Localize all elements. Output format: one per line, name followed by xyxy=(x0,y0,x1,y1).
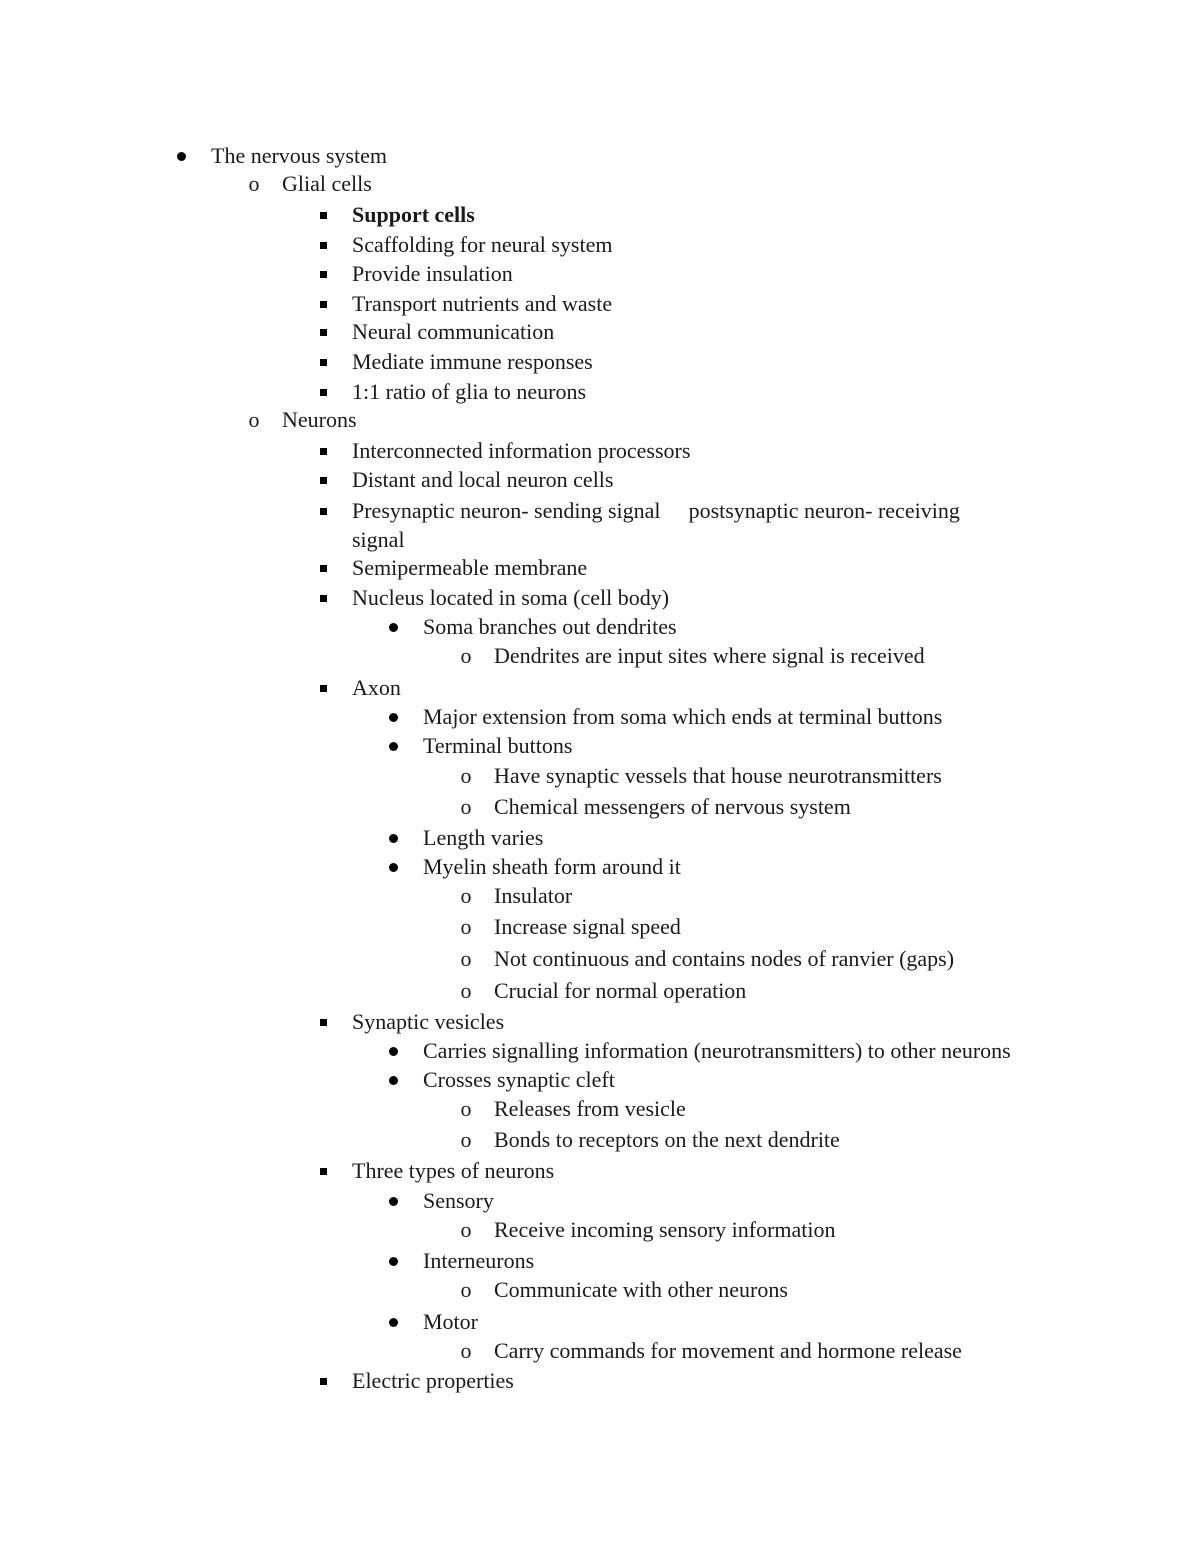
circle-bullet-icon xyxy=(456,977,476,1005)
item-text: Myelin sheath form around it xyxy=(423,854,681,879)
square-bullet-icon xyxy=(313,1367,333,1395)
item-text: Length varies xyxy=(423,825,544,850)
square-bullet-icon xyxy=(313,674,333,702)
square-bullet-icon xyxy=(313,318,333,346)
bullet-icon xyxy=(383,732,403,760)
item-text: Dendrites are input sites where signal is received xyxy=(494,643,925,668)
bullet-icon xyxy=(383,824,403,852)
item-text: Soma branches out dendrites xyxy=(423,614,677,639)
circle-bullet-icon xyxy=(456,642,476,670)
item-text: The nervous system xyxy=(211,143,387,168)
bullet-icon xyxy=(383,1308,403,1336)
circle-bullet-icon xyxy=(456,1095,476,1123)
item-text: Mediate immune responses xyxy=(352,349,593,374)
bullet-icon xyxy=(383,1037,403,1065)
item-text: Axon xyxy=(352,675,401,700)
item-text: signal xyxy=(352,527,405,552)
bullet-icon xyxy=(383,853,403,881)
item-text: Have synaptic vessels that house neurotransmitters xyxy=(494,763,942,788)
square-bullet-icon xyxy=(313,260,333,288)
item-text: Increase signal speed xyxy=(494,914,681,939)
item-text: Carry commands for movement and hormone release xyxy=(494,1338,962,1363)
postsynaptic-text: postsynaptic neuron- receiving xyxy=(688,498,960,523)
item-text: Communicate with other neurons xyxy=(494,1277,788,1302)
bullet-icon xyxy=(383,1187,403,1215)
circle-bullet-icon xyxy=(456,762,476,790)
item-text: Neural communication xyxy=(352,319,555,344)
item-text: Distant and local neuron cells xyxy=(352,467,614,492)
circle-bullet-icon xyxy=(456,1126,476,1154)
item-text: Chemical messengers of nervous system xyxy=(494,794,851,819)
circle-bullet-icon xyxy=(244,406,264,434)
bullet-icon xyxy=(383,1066,403,1094)
bullet-icon xyxy=(383,613,403,641)
square-bullet-icon xyxy=(313,378,333,406)
circle-bullet-icon xyxy=(456,882,476,910)
item-text: Motor xyxy=(423,1309,478,1334)
square-bullet-icon xyxy=(313,290,333,318)
item-text: Electric properties xyxy=(352,1368,514,1393)
item-text: Major extension from soma which ends at terminal buttons xyxy=(423,704,943,729)
item-text: Receive incoming sensory information xyxy=(494,1217,836,1242)
circle-bullet-icon xyxy=(456,793,476,821)
item-text: Glial cells xyxy=(282,171,372,196)
circle-bullet-icon xyxy=(456,1337,476,1365)
circle-bullet-icon xyxy=(244,170,264,198)
square-bullet-icon xyxy=(313,497,333,525)
item-text: Interconnected information processors xyxy=(352,438,691,463)
circle-bullet-icon xyxy=(456,1216,476,1244)
square-bullet-icon xyxy=(313,554,333,582)
circle-bullet-icon xyxy=(456,1276,476,1304)
item-text: Carries signalling information (neurotransmitters) to other neurons xyxy=(423,1038,1011,1063)
bullet-icon xyxy=(383,1247,403,1275)
bullet-icon xyxy=(171,142,191,170)
item-text: Crosses synaptic cleft xyxy=(423,1067,615,1092)
item-text: Nucleus located in soma (cell body) xyxy=(352,585,670,610)
item-text: Releases from vesicle xyxy=(494,1096,686,1121)
item-text: Semipermeable membrane xyxy=(352,555,588,580)
item-text: Terminal buttons xyxy=(423,733,573,758)
item-text xyxy=(352,497,960,525)
item-text: Crucial for normal operation xyxy=(494,978,747,1003)
item-text: Neurons xyxy=(282,407,357,432)
circle-bullet-icon xyxy=(456,913,476,941)
item-text: Interneurons xyxy=(423,1248,535,1273)
square-bullet-icon xyxy=(313,231,333,259)
square-bullet-icon xyxy=(313,348,333,376)
item-text: Insulator xyxy=(494,883,573,908)
item-text: Support cells xyxy=(352,202,475,227)
item-text: Sensory xyxy=(423,1188,494,1213)
item-text: Bonds to receptors on the next dendrite xyxy=(494,1127,840,1152)
square-bullet-icon xyxy=(313,466,333,494)
item-text: Three types of neurons xyxy=(352,1158,555,1183)
bullet-icon xyxy=(383,703,403,731)
item-text: Scaffolding for neural system xyxy=(352,232,613,257)
item-text: Synaptic vesicles xyxy=(352,1009,505,1034)
item-text: Transport nutrients and waste xyxy=(352,291,613,316)
square-bullet-icon xyxy=(313,437,333,465)
square-bullet-icon xyxy=(313,201,333,229)
square-bullet-icon xyxy=(313,1157,333,1185)
circle-bullet-icon xyxy=(456,945,476,973)
presynaptic-text: Presynaptic neuron- sending signal xyxy=(352,498,661,523)
item-text: Not continuous and contains nodes of ranvier (gaps) xyxy=(494,946,955,971)
square-bullet-icon xyxy=(313,1008,333,1036)
item-text: 1:1 ratio of glia to neurons xyxy=(352,379,587,404)
item-text: Provide insulation xyxy=(352,261,513,286)
square-bullet-icon xyxy=(313,584,333,612)
